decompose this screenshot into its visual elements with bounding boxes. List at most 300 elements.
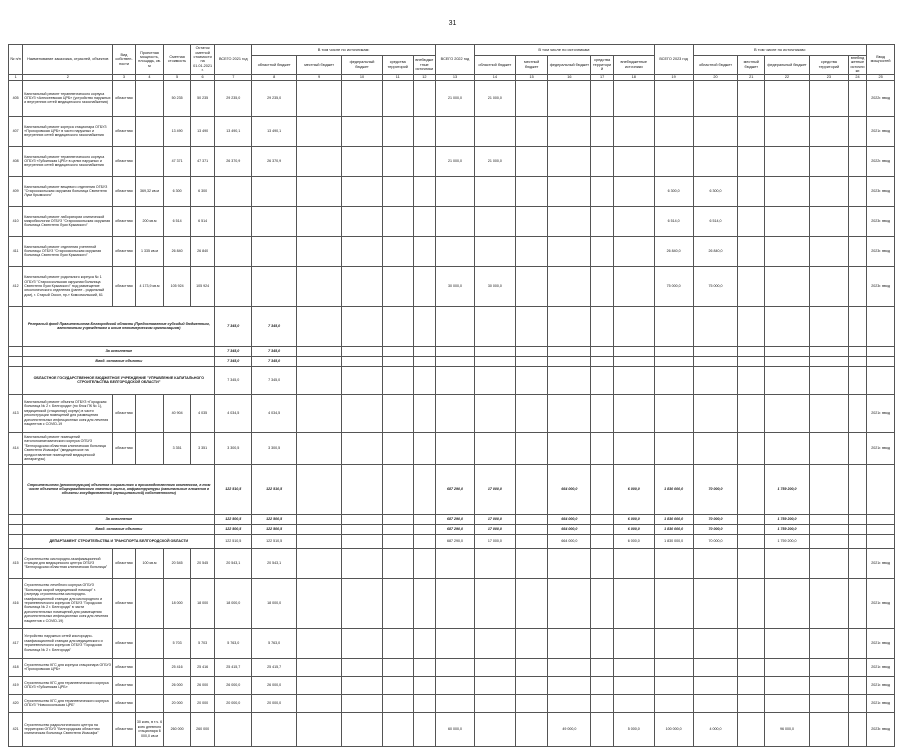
value-cell — [297, 658, 342, 676]
value-cell — [474, 306, 515, 346]
value-cell: 664 000,0 — [548, 534, 591, 548]
row-capacity — [135, 394, 164, 432]
value-cell — [382, 534, 413, 548]
value-cell — [342, 116, 383, 146]
value-cell — [382, 206, 413, 236]
value-cell — [738, 206, 765, 236]
row-name: Резервный фонд Правительства Белгородской области (Предоставление субсидий бюджетным, автономным учреждениям и иным некоммерческим организациям) — [23, 306, 215, 346]
value-cell: 26 370,9 — [252, 146, 297, 176]
value-cell — [297, 524, 342, 534]
value-cell — [215, 176, 252, 206]
value-cell: 26 000,0 — [215, 676, 252, 694]
value-cell — [810, 464, 849, 514]
value-cell — [613, 176, 654, 206]
row-name: За исполнение — [23, 514, 215, 524]
row-estimate: 20 000 — [164, 694, 191, 712]
value-cell — [693, 628, 738, 658]
row-deadline: 2021г. ввод — [867, 432, 895, 464]
value-cell: 6 000,0 — [613, 524, 654, 534]
value-cell: 5 763,0 — [252, 628, 297, 658]
value-cell: 26 840,0 — [654, 236, 693, 266]
row-number: 419 — [9, 676, 23, 694]
header-capacity: Проектная мощность, площадь, кв. м — [135, 45, 164, 75]
value-cell — [515, 236, 548, 266]
row-kind: областная — [113, 578, 135, 628]
value-cell — [810, 394, 849, 432]
column-number: 3 — [113, 74, 135, 80]
value-cell: 17 000,0 — [474, 534, 515, 548]
value-cell — [413, 176, 435, 206]
value-cell — [613, 356, 654, 366]
value-cell — [765, 206, 810, 236]
value-cell — [738, 628, 765, 658]
row-estimate: 40 904 — [164, 394, 191, 432]
value-cell: 6 000,0 — [613, 464, 654, 514]
investment-table — [8, 44, 895, 747]
value-cell — [515, 356, 548, 366]
row-estimate: 26 000 — [164, 676, 191, 694]
value-cell: 122 500,5 — [215, 524, 252, 534]
value-cell: 687 290,0 — [436, 514, 475, 524]
value-cell — [342, 346, 383, 356]
row-deadline — [867, 366, 895, 394]
row-number — [9, 306, 23, 346]
value-cell — [436, 176, 475, 206]
value-cell: 6 000,0 — [613, 514, 654, 524]
value-cell — [413, 514, 435, 524]
value-cell — [848, 116, 866, 146]
row-estimate: 5 703 — [164, 628, 191, 658]
row-kind: областная — [113, 548, 135, 578]
value-cell: 687 290,0 — [436, 464, 475, 514]
value-cell — [591, 534, 613, 548]
row-kind: областная — [113, 694, 135, 712]
value-cell — [413, 356, 435, 366]
value-cell — [738, 116, 765, 146]
header-src-extra-2023: внебюджетные источники — [848, 56, 866, 75]
value-cell — [515, 306, 548, 346]
value-cell — [474, 206, 515, 236]
row-remaining: 18 000 — [190, 578, 215, 628]
value-cell: 122 510,5 — [252, 534, 297, 548]
value-cell — [765, 236, 810, 266]
row-capacity: 200 кв.м — [135, 206, 164, 236]
row-deadline — [867, 346, 895, 356]
value-cell — [474, 116, 515, 146]
row-deadline: 2021г. ввод — [867, 694, 895, 712]
value-cell — [515, 578, 548, 628]
table-row — [9, 266, 895, 306]
value-cell: 6 514,0 — [693, 206, 738, 236]
value-cell — [474, 628, 515, 658]
row-deadline — [867, 464, 895, 514]
row-name: Капитальный ремонт отделения учетенной больницы ОГБУЗ "Старооскольская окружная больница Святителя Луки Крымского" — [23, 236, 113, 266]
value-cell — [548, 236, 591, 266]
value-cell — [515, 346, 548, 356]
value-cell — [765, 80, 810, 116]
value-cell: 70 000,0 — [693, 514, 738, 524]
value-cell — [548, 578, 591, 628]
row-capacity — [135, 80, 164, 116]
value-cell — [613, 306, 654, 346]
row-deadline: 2022г. ввод — [867, 80, 895, 116]
table-row — [9, 548, 895, 578]
row-kind: областная — [113, 628, 135, 658]
value-cell — [738, 236, 765, 266]
value-cell — [436, 306, 475, 346]
row-remaining: 20 545 — [190, 548, 215, 578]
row-name: Капитальный ремонт объекта ОГБУЗ «Городская больница № 2 г. Белгорода» (по блок ПК № 1), медицинской (стационар) корпус) в части реконструкции помещений для размещения дополнительных инфекционных коек для лечения пациентов с COVID-19 — [23, 394, 113, 432]
value-cell — [591, 578, 613, 628]
column-number: 12 — [413, 74, 435, 80]
value-cell — [591, 548, 613, 578]
value-cell — [548, 394, 591, 432]
row-deadline: 2023г. ввод — [867, 266, 895, 306]
value-cell — [474, 394, 515, 432]
subtotal-row — [9, 356, 895, 366]
value-cell — [738, 266, 765, 306]
value-cell — [297, 694, 342, 712]
table-row — [9, 80, 895, 116]
value-cell — [297, 464, 342, 514]
value-cell: 21 000,0 — [474, 80, 515, 116]
value-cell — [297, 628, 342, 658]
value-cell — [765, 432, 810, 464]
row-remaining: 26 840 — [190, 236, 215, 266]
value-cell — [436, 432, 475, 464]
row-number: 407 — [9, 116, 23, 146]
value-cell — [591, 366, 613, 394]
value-cell — [413, 658, 435, 676]
value-cell: 70 000,0 — [693, 524, 738, 534]
value-cell — [591, 628, 613, 658]
value-cell — [382, 578, 413, 628]
row-estimate: 6 514 — [164, 206, 191, 236]
value-cell — [613, 658, 654, 676]
value-cell — [382, 306, 413, 346]
header-total-2021: ВСЕГО 2021 год — [215, 45, 252, 75]
value-cell — [738, 578, 765, 628]
value-cell — [848, 432, 866, 464]
value-cell — [848, 306, 866, 346]
row-number: 414 — [9, 432, 23, 464]
value-cell — [738, 548, 765, 578]
value-cell — [474, 694, 515, 712]
row-estimate: 105 924 — [164, 266, 191, 306]
value-cell — [342, 658, 383, 676]
value-cell — [342, 266, 383, 306]
organization-row — [9, 366, 895, 394]
value-cell — [810, 514, 849, 524]
row-number — [9, 514, 23, 524]
value-cell — [413, 712, 435, 746]
value-cell — [413, 306, 435, 346]
value-cell — [693, 146, 738, 176]
value-cell — [515, 524, 548, 534]
row-capacity — [135, 676, 164, 694]
value-cell — [765, 548, 810, 578]
value-cell — [252, 206, 297, 236]
header-deadline: Ввод мощностей — [867, 45, 895, 75]
value-cell: 26 000,0 — [252, 676, 297, 694]
header-src-federal-2023: федеральный бюджет — [765, 56, 810, 75]
header-estimate: Сметная стоимость — [164, 45, 191, 75]
value-cell: 122 510,5 — [252, 464, 297, 514]
row-estimate: 50 235 — [164, 80, 191, 116]
value-cell — [810, 534, 849, 548]
value-cell — [654, 394, 693, 432]
row-kind: областная — [113, 432, 135, 464]
value-cell — [382, 628, 413, 658]
value-cell — [297, 394, 342, 432]
row-name: Ввод. основные объекты — [23, 356, 215, 366]
row-name: За исполнение — [23, 346, 215, 356]
row-capacity: 100 кв.м — [135, 548, 164, 578]
value-cell — [215, 206, 252, 236]
header-src-regional-2021: областной бюджет — [252, 56, 297, 75]
value-cell — [413, 266, 435, 306]
value-cell — [297, 534, 342, 548]
value-cell — [297, 676, 342, 694]
header-src-regional-2022: областной бюджет — [474, 56, 515, 75]
value-cell: 70 000,0 — [693, 534, 738, 548]
value-cell: 29 235,0 — [252, 80, 297, 116]
value-cell — [810, 712, 849, 746]
row-kind: областная — [113, 116, 135, 146]
row-capacity — [135, 578, 164, 628]
value-cell — [548, 146, 591, 176]
value-cell — [765, 346, 810, 356]
value-cell: 6 514,0 — [654, 206, 693, 236]
value-cell: 20 000,0 — [215, 694, 252, 712]
value-cell — [474, 658, 515, 676]
value-cell — [474, 356, 515, 366]
value-cell — [738, 346, 765, 356]
value-cell: 18 000,0 — [215, 578, 252, 628]
value-cell — [474, 346, 515, 356]
value-cell — [654, 366, 693, 394]
value-cell — [654, 694, 693, 712]
header-src-local-2022: местный бюджет — [515, 56, 548, 75]
column-number: 14 — [474, 74, 515, 80]
value-cell — [738, 394, 765, 432]
row-deadline: 2023г. ввод — [867, 712, 895, 746]
value-cell — [810, 628, 849, 658]
row-estimate: 26 840 — [164, 236, 191, 266]
value-cell — [413, 432, 435, 464]
capex-row — [9, 464, 895, 514]
value-cell — [848, 694, 866, 712]
value-cell — [436, 346, 475, 356]
value-cell: 100 000,0 — [654, 712, 693, 746]
value-cell — [342, 694, 383, 712]
value-cell — [252, 266, 297, 306]
value-cell — [413, 206, 435, 236]
row-estimate: 260 000 — [164, 712, 191, 746]
value-cell — [515, 146, 548, 176]
value-cell — [693, 676, 738, 694]
value-cell: 1 830 000,0 — [654, 514, 693, 524]
value-cell — [591, 694, 613, 712]
value-cell — [515, 548, 548, 578]
value-cell — [436, 356, 475, 366]
value-cell — [474, 548, 515, 578]
value-cell — [810, 548, 849, 578]
header-total-2023: ВСЕГО 2023 год — [654, 45, 693, 75]
row-name: Капитальный ремонт терапевтического корпуса ОГБУЗ «Губкинская ЦРБ» в целях наружных и внутренних сетей медицинского газоснабжения — [23, 146, 113, 176]
value-cell: 4 000,0 — [693, 712, 738, 746]
value-cell — [654, 676, 693, 694]
value-cell: 25 415,7 — [215, 658, 252, 676]
value-cell — [474, 176, 515, 206]
value-cell — [765, 694, 810, 712]
value-cell — [548, 80, 591, 116]
column-number: 7 — [215, 74, 252, 80]
column-number: 1 — [9, 74, 23, 80]
value-cell — [515, 658, 548, 676]
value-cell — [342, 628, 383, 658]
row-kind: областная — [113, 676, 135, 694]
value-cell — [810, 658, 849, 676]
value-cell — [613, 432, 654, 464]
value-cell — [515, 394, 548, 432]
value-cell: 49 000,0 — [548, 712, 591, 746]
row-number — [9, 534, 23, 548]
row-number: 421 — [9, 712, 23, 746]
row-deadline: 2021г. ввод — [867, 548, 895, 578]
value-cell: 13 490,1 — [252, 116, 297, 146]
value-cell — [436, 658, 475, 676]
value-cell — [848, 628, 866, 658]
value-cell — [413, 548, 435, 578]
row-remaining: 47 371 — [190, 146, 215, 176]
value-cell — [810, 146, 849, 176]
value-cell — [693, 306, 738, 346]
row-number — [9, 346, 23, 356]
value-cell — [693, 432, 738, 464]
row-deadline — [867, 524, 895, 534]
value-cell — [765, 578, 810, 628]
value-cell — [738, 366, 765, 394]
value-cell — [382, 266, 413, 306]
value-cell — [693, 578, 738, 628]
value-cell — [848, 658, 866, 676]
value-cell — [848, 176, 866, 206]
value-cell: 1 759 200,0 — [765, 524, 810, 534]
column-number: 23 — [810, 74, 849, 80]
row-name: Капитальный ремонт корпуса стационара ОГБУЗ «Прохоровская ЦРБ» в части наружных и внутренних сетей медицинского газоснабжения — [23, 116, 113, 146]
value-cell: 7 345,0 — [252, 356, 297, 366]
value-cell — [738, 694, 765, 712]
value-cell — [613, 206, 654, 236]
row-deadline: 2021г. ввод — [867, 658, 895, 676]
value-cell — [613, 394, 654, 432]
value-cell — [413, 534, 435, 548]
value-cell — [738, 534, 765, 548]
row-remaining: 26 000 — [190, 676, 215, 694]
value-cell — [413, 366, 435, 394]
value-cell — [848, 464, 866, 514]
value-cell: 70 000,0 — [693, 464, 738, 514]
value-cell — [413, 628, 435, 658]
value-cell — [810, 176, 849, 206]
value-cell: 122 500,5 — [215, 514, 252, 524]
value-cell — [382, 694, 413, 712]
value-cell — [848, 356, 866, 366]
value-cell — [413, 80, 435, 116]
value-cell — [342, 394, 383, 432]
value-cell — [515, 176, 548, 206]
value-cell — [548, 628, 591, 658]
value-cell — [765, 306, 810, 346]
row-deadline: 2022г. ввод — [867, 146, 895, 176]
row-name: Строительство (реконструкция) объектов социального и производственного комплексов, в том числе объектов общегражданского значения, жилья, инфраструктуры (капитальные вложения в объекты государственной (муниципальной) собственности) — [23, 464, 215, 514]
row-name: Капитальный ремонт терапевтического корпуса ОГБУЗ «Алексеевская ЦРБ» (устройство наружных и внутренних сетей медицинского газоснабжения) — [23, 80, 113, 116]
row-deadline: 2021г. ввод — [867, 628, 895, 658]
value-cell — [413, 578, 435, 628]
value-cell — [382, 366, 413, 394]
value-cell — [252, 712, 297, 746]
value-cell: 21 000,0 — [436, 146, 475, 176]
value-cell — [342, 676, 383, 694]
column-number: 8 — [252, 74, 297, 80]
value-cell — [474, 366, 515, 394]
value-cell — [297, 432, 342, 464]
header-src-local-2021: местный бюджет — [297, 56, 342, 75]
value-cell — [342, 514, 383, 524]
row-kind: областная — [113, 658, 135, 676]
value-cell — [613, 628, 654, 658]
value-cell: 96 000,0 — [765, 712, 810, 746]
value-cell — [654, 628, 693, 658]
value-cell: 60 000,0 — [436, 712, 475, 746]
value-cell — [413, 464, 435, 514]
value-cell: 26 840,0 — [693, 236, 738, 266]
row-remaining: 50 235 — [190, 80, 215, 116]
value-cell — [654, 578, 693, 628]
value-cell: 4 034,5 — [252, 394, 297, 432]
value-cell — [548, 356, 591, 366]
value-cell — [693, 658, 738, 676]
column-number: 17 — [591, 74, 613, 80]
row-deadline: 2023г. ввод — [867, 206, 895, 236]
value-cell — [382, 524, 413, 534]
value-cell — [342, 176, 383, 206]
column-number: 6 — [190, 74, 215, 80]
value-cell — [413, 346, 435, 356]
value-cell — [613, 366, 654, 394]
value-cell — [297, 116, 342, 146]
value-cell — [297, 366, 342, 394]
value-cell — [810, 236, 849, 266]
value-cell — [342, 80, 383, 116]
value-cell — [342, 306, 383, 346]
value-cell: 30 000,0 — [436, 266, 475, 306]
value-cell — [413, 236, 435, 266]
row-capacity — [135, 116, 164, 146]
row-capacity: 369,32 кв.м — [135, 176, 164, 206]
value-cell: 30 000,0 — [474, 266, 515, 306]
value-cell — [342, 432, 383, 464]
value-cell — [738, 712, 765, 746]
value-cell: 6 300,0 — [654, 176, 693, 206]
value-cell: 3 300,5 — [252, 432, 297, 464]
header-src-territory-2023: средства территорий — [810, 56, 849, 75]
value-cell — [848, 346, 866, 356]
value-cell — [548, 116, 591, 146]
header-src-regional-2023: областной бюджет — [693, 56, 738, 75]
row-deadline: 2021г. ввод — [867, 578, 895, 628]
